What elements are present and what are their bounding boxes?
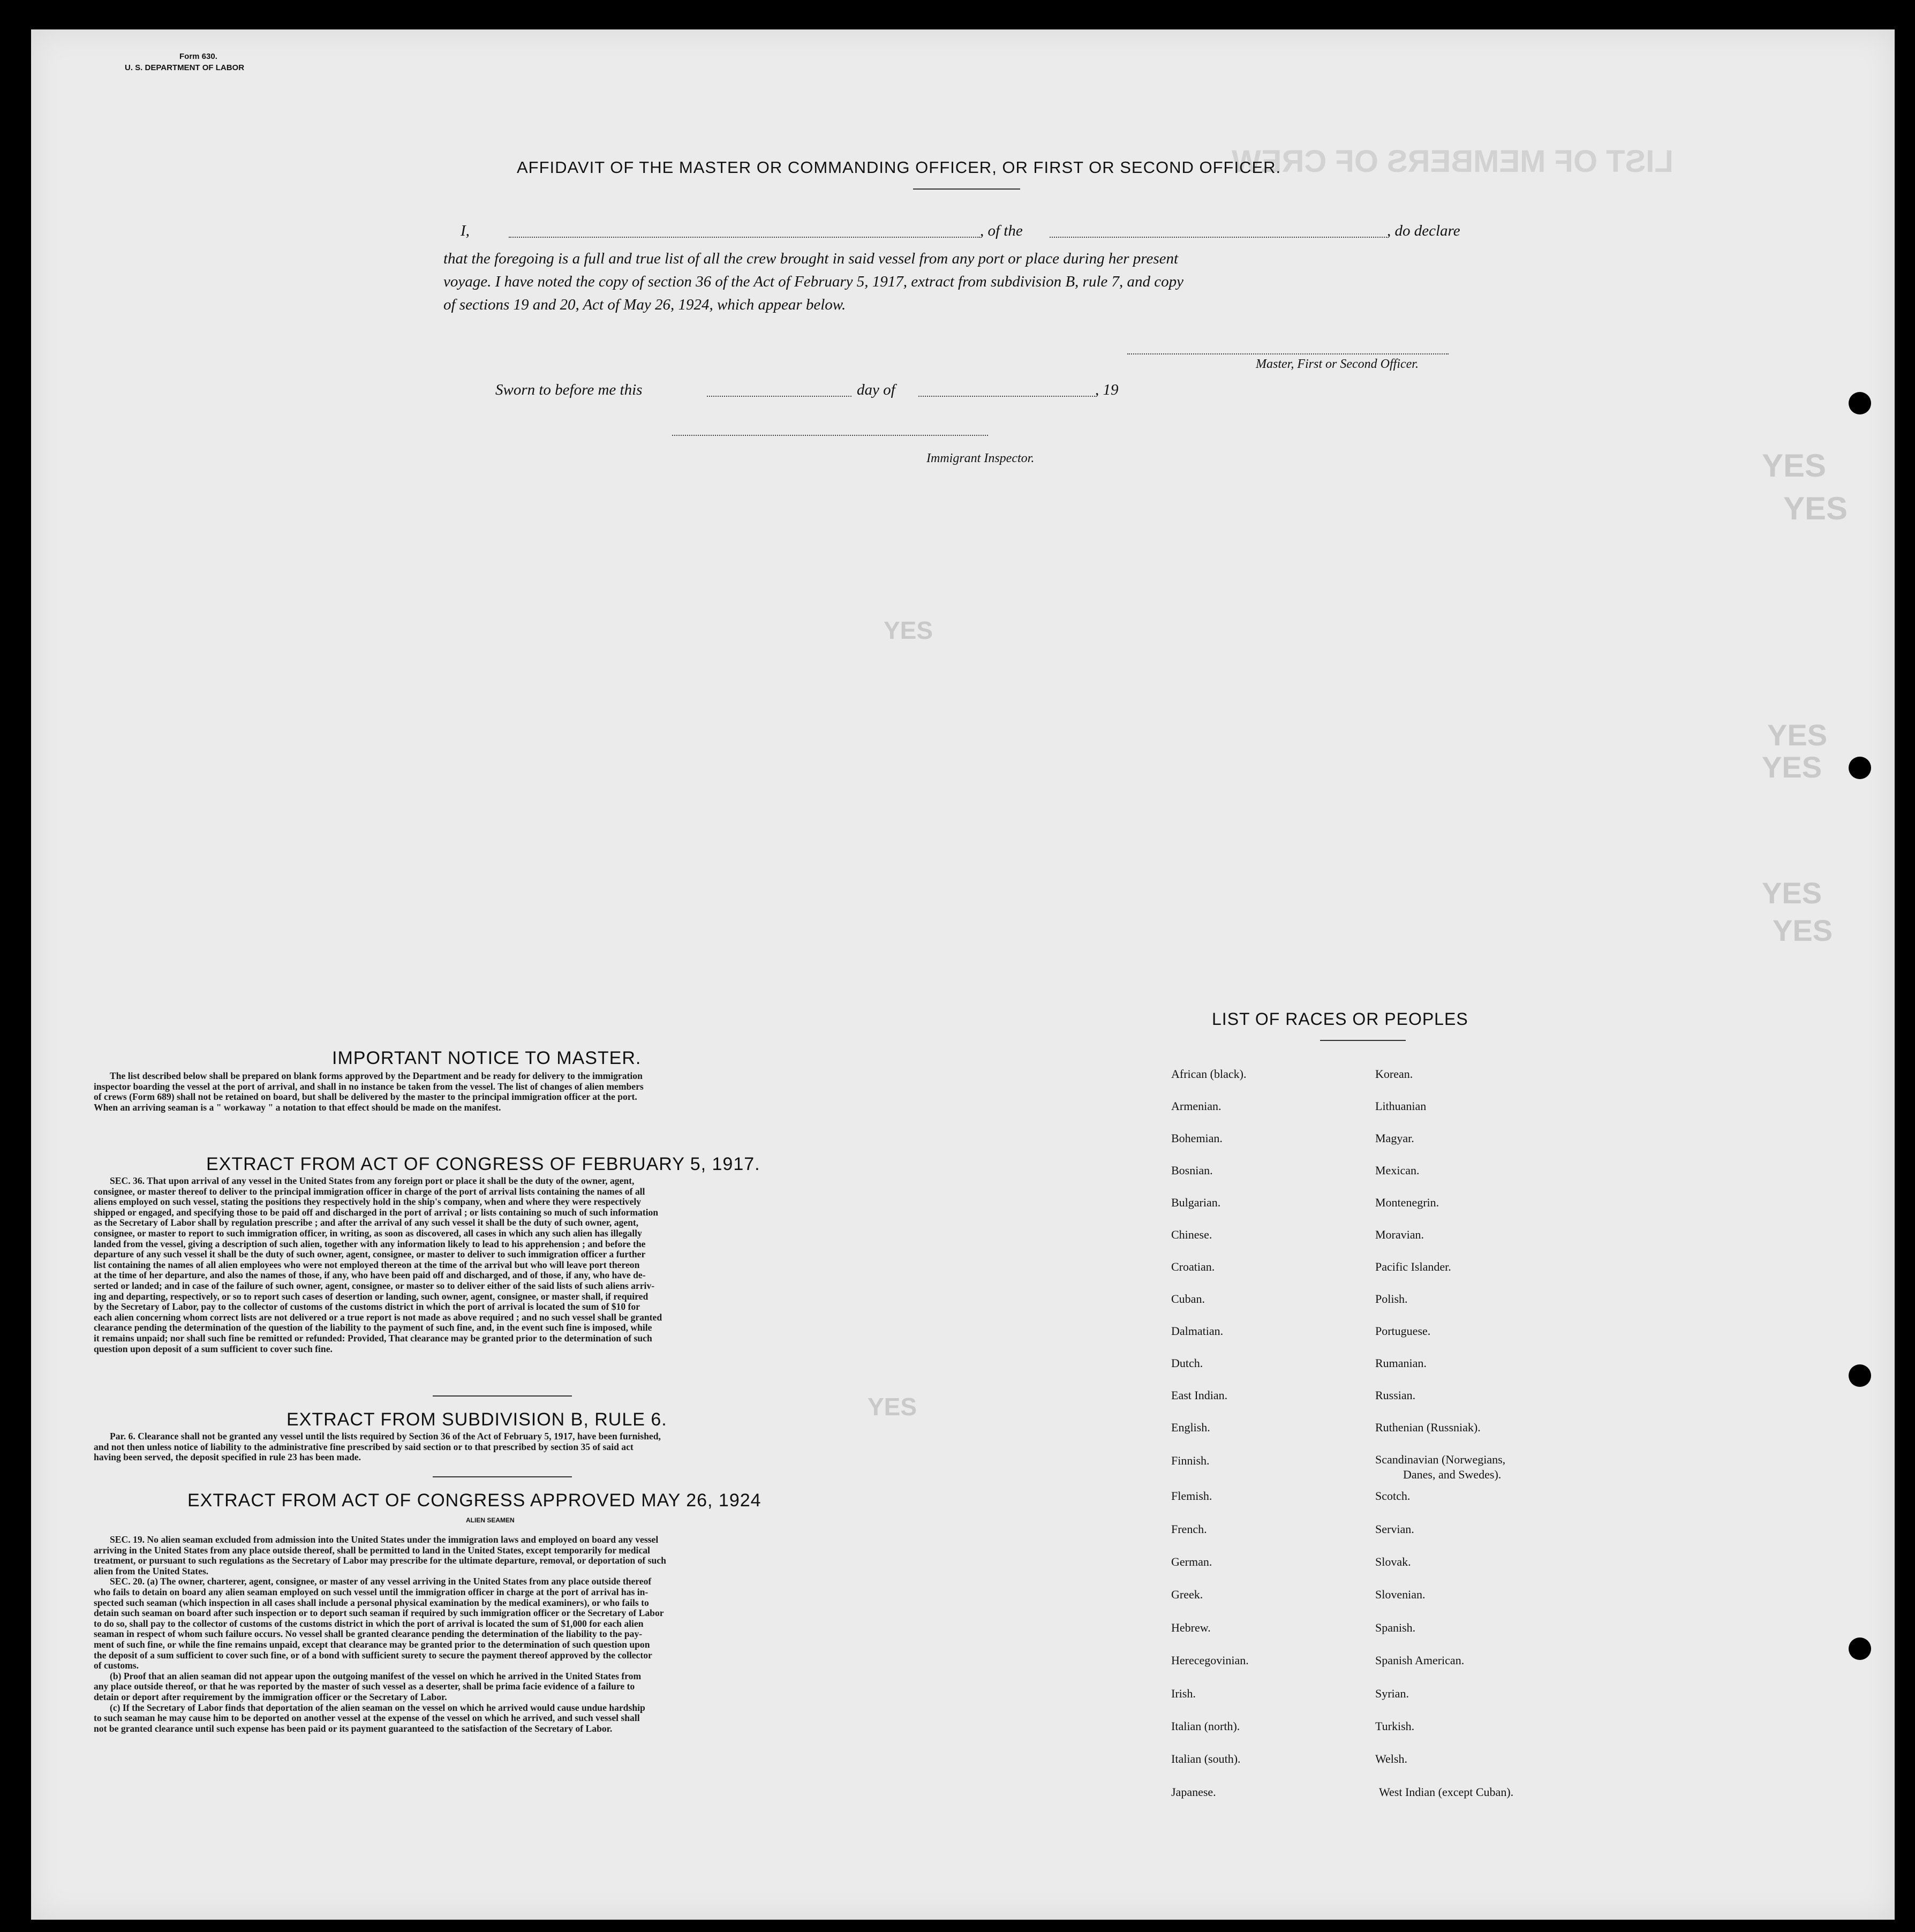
- affidavit-title: AFFIDAVIT OF THE MASTER OR COMMANDING OFFICER, OR FIRST OR SECOND OFFICER.: [517, 158, 1281, 177]
- extract-1917-line: SEC. 36. That upon arrival of any vessel in the United States from any foreign port or place it shall be the duty of the owner, agent,: [110, 1175, 635, 1186]
- sworn-month-blank: [918, 396, 1095, 397]
- race-item: East Indian.: [1171, 1388, 1228, 1402]
- extract-1924-line: not be granted clearance until such expense has been paid or its payment guaranteed to the satisfaction of the Secretary of Labor.: [94, 1723, 613, 1734]
- extract-1924-line: detain such seaman on board after such inspection or to deport such seaman if required by such immigration officer or the Secretary of Labor: [94, 1608, 664, 1619]
- race-item: Russian.: [1375, 1388, 1416, 1402]
- race-item: Chinese.: [1171, 1228, 1212, 1241]
- race-item: Herecegovinian.: [1171, 1654, 1249, 1667]
- race-item: Bohemian.: [1171, 1131, 1223, 1145]
- race-item: Turkish.: [1375, 1719, 1415, 1733]
- race-item: Spanish American.: [1375, 1654, 1465, 1667]
- affidavit-line-4: of sections 19 and 20, Act of May 26, 1924, which appear below.: [443, 296, 846, 313]
- extract-1924-title: EXTRACT FROM ACT OF CONGRESS APPROVED MAY 26, 1924: [187, 1490, 762, 1511]
- bleed-through-yes: YES: [1762, 876, 1822, 910]
- section-rule: [433, 1395, 572, 1397]
- race-item: Bulgarian.: [1171, 1196, 1221, 1209]
- race-item: Spanish.: [1375, 1621, 1416, 1634]
- extract-1924-line: any place outside thereof, or that he was reported by the master of such vessel as a deserter, shall be prima facie evidence of a failure to: [94, 1681, 635, 1692]
- form-number: Form 630.: [179, 52, 217, 61]
- affidavit-line-3: voyage. I have noted the copy of section 36 of the Act of February 5, 1917, extract from subdivision B, rule 7, and copy: [443, 273, 1184, 290]
- sworn-text: Sworn to before me this: [495, 381, 643, 398]
- section-rule: [433, 1476, 572, 1477]
- race-item: African (black).: [1171, 1067, 1247, 1081]
- bleed-through-yes: YES: [1767, 718, 1828, 752]
- extract-1917-title: EXTRACT FROM ACT OF CONGRESS OF FEBRUARY 5, 1917.: [206, 1154, 760, 1174]
- title-rule: [913, 188, 1020, 190]
- extract-1924-line: who fails to detain on board any alien seaman employed on such vessel until the immigration officer in charge at the port of arrival has in-: [94, 1586, 649, 1597]
- extract-1917-line: ing and departing, respectively, or so to report such cases of desertion or landing, such owner, agent, consignee, or master shall, if required: [94, 1290, 649, 1302]
- race-item: Cuban.: [1171, 1292, 1205, 1305]
- race-item: West Indian (except Cuban).: [1379, 1785, 1514, 1799]
- inspector-signature-line: [672, 435, 988, 436]
- race-item: Slovenian.: [1375, 1588, 1426, 1601]
- extract-1917-line: landed from the vessel, giving a description of such alien, together with any information likely to lead to his apprehension ; and before the: [94, 1238, 646, 1249]
- affidavit-of-the: , of the: [980, 222, 1023, 239]
- extract-1917-line: departure of any such vessel it shall be the duty of such owner, agent, consignee, or master to deliver to such immigration officer a further: [94, 1249, 646, 1260]
- extract-1924-line: arriving in the United States from any place outside thereof, shall be permitted to land in the United States, except temporarily for medical: [94, 1544, 650, 1556]
- extract-rule6-line: and not then unless notice of liability to the administrative fine prescribed by said section or to that prescribed by section 35 of said act: [94, 1441, 634, 1452]
- race-item: Syrian.: [1375, 1687, 1409, 1700]
- race-item: Moravian.: [1375, 1228, 1424, 1241]
- inspector-label: Immigrant Inspector.: [926, 451, 1035, 465]
- race-item: Rumanian.: [1375, 1356, 1427, 1370]
- extract-1924-line: to do so, shall pay to the collector of customs of the customs district in which the port of arrival is located the sum of $1,000 for each alien: [94, 1618, 644, 1629]
- notice-line: The list described below shall be prepared on blank forms approved by the Department and be ready for delivery to the immigration: [110, 1070, 643, 1081]
- extract-1917-line: it remains unpaid; nor shall such fine be remitted or refunded: Provided, That clearance may be granted prior to the determination of such: [94, 1332, 652, 1344]
- extract-1917-line: as the Secretary of Labor shall by regulation prescribe ; and after the arrival of any such vessel it shall be the duty of such owner, agent,: [94, 1217, 639, 1228]
- extract-1924-line: ment of such fine, or while the fine remains unpaid, except that clearance may be granted prior to the determination of such question upon: [94, 1639, 650, 1650]
- bleed-through-yes: YES: [1762, 750, 1822, 784]
- bleed-through-yes: YES: [1762, 448, 1827, 484]
- notice-text: [94, 1071, 913, 1113]
- race-item: Croatian.: [1171, 1260, 1215, 1273]
- extract-1917-line: list containing the names of all alien employees who were not employed thereon at the time of the arrival but who will leave port thereon: [94, 1259, 640, 1270]
- punch-hole: [1849, 1364, 1871, 1387]
- extract-1917-text: [94, 1176, 913, 1354]
- race-item: German.: [1171, 1555, 1212, 1568]
- rank-blank: [1050, 237, 1387, 238]
- extract-rule6-text: [94, 1431, 913, 1463]
- extract-1917-line: serted or landed; and in case of the failure of such owner, agent, consignee, or master so to deliver either of the said lists of such aliens arriv-: [94, 1280, 655, 1291]
- race-item: Japanese.: [1171, 1785, 1216, 1799]
- extract-1924-line: (b) Proof that an alien seaman did not appear upon the outgoing manifest of the vessel on which he arrived in the United States from: [110, 1670, 642, 1681]
- bleed-through-header: LIST OF MEMBERS OF CREW: [1232, 144, 1673, 179]
- race-item: Servian.: [1375, 1522, 1414, 1536]
- extract-1924-line: seaman in respect of whom such failure occurs. No vessel shall be granted clearance pending the determination of the liability to the pay-: [94, 1628, 643, 1640]
- bleed-through-yes: YES: [1773, 914, 1833, 947]
- race-item-continuation: Danes, and Swedes).: [1403, 1468, 1502, 1481]
- master-signature-line: [1127, 353, 1449, 354]
- race-item: Portuguese.: [1375, 1324, 1431, 1338]
- extract-1924-line: spected such seaman (which inspection in all cases shall include a personal physical examination by the medical examiners), or who fails to: [94, 1597, 649, 1608]
- notice-line: inspector boarding the vessel at the port of arrival, and shall in no instance be taken from the vessel. The list of changes of alien members: [94, 1081, 644, 1092]
- extract-rule6-line: having been served, the deposit specified in rule 23 has been made.: [94, 1452, 361, 1463]
- extract-1917-line: consignee, or master to report to such immigration officer, in writing, as soon as discovered, all cases in which any such alien has illegally: [94, 1227, 642, 1239]
- department-name: U. S. DEPARTMENT OF LABOR: [125, 63, 245, 72]
- extract-1924-line: SEC. 19. No alien seaman excluded from admission into the United States under the immigration laws and employed on board any vessel: [110, 1534, 659, 1545]
- punch-hole: [1849, 392, 1871, 414]
- race-item: Scandinavian (Norwegians,: [1375, 1453, 1506, 1466]
- extract-1924-line: treatment, or pursuant to such regulations as the Secretary of Labor may prescribe for the ultimate departure, removal, or deportation of such: [94, 1555, 666, 1566]
- notice-line: When an arriving seaman is a " workaway " a notation to that effect should be made on the manifest.: [94, 1101, 501, 1113]
- race-item: Magyar.: [1375, 1131, 1414, 1145]
- notice-title: IMPORTANT NOTICE TO MASTER.: [332, 1048, 642, 1068]
- race-item: Welsh.: [1375, 1752, 1407, 1765]
- race-item: Greek.: [1171, 1588, 1203, 1601]
- extract-1917-line: question upon deposit of a sum sufficient to cover such fine.: [94, 1343, 333, 1354]
- extract-rule6-title: EXTRACT FROM SUBDIVISION B, RULE 6.: [287, 1409, 667, 1430]
- race-item: Italian (south).: [1171, 1752, 1241, 1765]
- race-item: Bosnian.: [1171, 1164, 1213, 1177]
- races-title: LIST OF RACES OR PEOPLES: [1212, 1009, 1468, 1029]
- race-item: Polish.: [1375, 1292, 1408, 1305]
- race-item: Finnish.: [1171, 1454, 1210, 1467]
- race-item: Dalmatian.: [1171, 1324, 1224, 1338]
- extract-1917-line: shipped or engaged, and specifying those to be paid off and discharged in the port of arrival ; or lists containing so much of such information: [94, 1206, 659, 1218]
- punch-hole: [1849, 1637, 1871, 1660]
- extract-1917-line: clearance pending the determination of the question of the liability to the payment of such fine, and, in the event such fine is imposed, while: [94, 1322, 652, 1333]
- extract-1917-line: each alien concerning whom correct lists are not delivered or a true report is not made as above required ; and no such vessel shall be granted: [94, 1311, 662, 1323]
- race-item: Lithuanian: [1375, 1099, 1427, 1113]
- bleed-through-yes: YES: [1783, 490, 1848, 526]
- bleed-through-yes: YES: [868, 1393, 917, 1421]
- race-item: Italian (north).: [1171, 1719, 1240, 1733]
- sworn-day-blank: [707, 396, 851, 397]
- sworn-year: , 19: [1095, 381, 1119, 398]
- extract-1924-line: the deposit of a sum sufficient to cover such fine, or of a bond with sufficient surety to secure the payment thereof approved by the collector: [94, 1649, 652, 1661]
- race-item: Ruthenian (Russniak).: [1375, 1421, 1481, 1434]
- race-item: Scotch.: [1375, 1489, 1411, 1503]
- race-item: Flemish.: [1171, 1489, 1212, 1503]
- race-item: Montenegrin.: [1375, 1196, 1439, 1209]
- race-item: Dutch.: [1171, 1356, 1203, 1370]
- race-item: Pacific Islander.: [1375, 1260, 1451, 1273]
- extract-1924-line: alien from the United States.: [94, 1565, 209, 1576]
- extract-1924-subtitle: ALIEN SEAMEN: [466, 1516, 515, 1524]
- bleed-through-yes: YES: [884, 616, 933, 644]
- extract-1924-line: (c) If the Secretary of Labor finds that deportation of the alien seaman on the vessel on which he arrived would cause undue hardship: [110, 1702, 645, 1713]
- extract-rule6-line: Par. 6. Clearance shall not be granted any vessel until the lists required by Section 36 of the Act of February 5, 1917, have been furnished,: [110, 1431, 661, 1442]
- race-item: Hebrew.: [1171, 1621, 1211, 1634]
- races-title-rule: [1320, 1040, 1406, 1041]
- race-item: Mexican.: [1375, 1164, 1420, 1177]
- extract-1917-line: at the time of her departure, and also the names of those, if any, who have been paid off and discharged, and of those, if any, who have de-: [94, 1270, 646, 1281]
- master-signature-label: Master, First or Second Officer.: [1256, 357, 1419, 371]
- punch-hole: [1849, 757, 1871, 779]
- race-item: English.: [1171, 1421, 1210, 1434]
- extract-1917-line: consignee, or master thereof to deliver to the principal immigration officer in charge of the port of arrival lists containing the names of all: [94, 1186, 645, 1197]
- extract-1917-line: aliens employed on such vessel, stating the positions they respectively hold in the ship's company, when and where they were respectively: [94, 1196, 642, 1208]
- name-blank: [509, 237, 980, 238]
- extract-1917-line: by the Secretary of Labor, pay to the collector of customs of the customs district in which the port of arrival is located the sum of $10 for: [94, 1301, 640, 1312]
- notice-line: of crews (Form 689) shall not be retained on board, but shall be delivered by the master to the principal immigration officer at the port.: [94, 1091, 637, 1103]
- extract-1924-line: detain or deport after requirement by the immigration officer or the Secretary of Labor.: [94, 1691, 447, 1702]
- affidavit-line-2: that the foregoing is a full and true list of all the crew brought in said vessel from any port or place during her present: [443, 250, 1179, 267]
- race-item: Slovak.: [1375, 1555, 1411, 1568]
- race-item: French.: [1171, 1522, 1207, 1536]
- affidavit-i: I,: [461, 222, 470, 239]
- race-item: Armenian.: [1171, 1099, 1222, 1113]
- race-item: Korean.: [1375, 1067, 1413, 1081]
- extract-1924-text: [94, 1535, 913, 1734]
- affidavit-declare: , do declare: [1387, 222, 1460, 239]
- extract-1924-line: of customs.: [94, 1660, 139, 1671]
- extract-1924-line: to such seaman he may cause him to be deported on another vessel at the expense of the vessel on which he arrived, and such vessel shall: [94, 1712, 640, 1724]
- race-item: Irish.: [1171, 1687, 1196, 1700]
- sworn-day-of: day of: [857, 381, 895, 398]
- extract-1924-line: SEC. 20. (a) The owner, charterer, agent, consignee, or master of any vessel arriving in the United States from any place outside thereof: [110, 1576, 652, 1587]
